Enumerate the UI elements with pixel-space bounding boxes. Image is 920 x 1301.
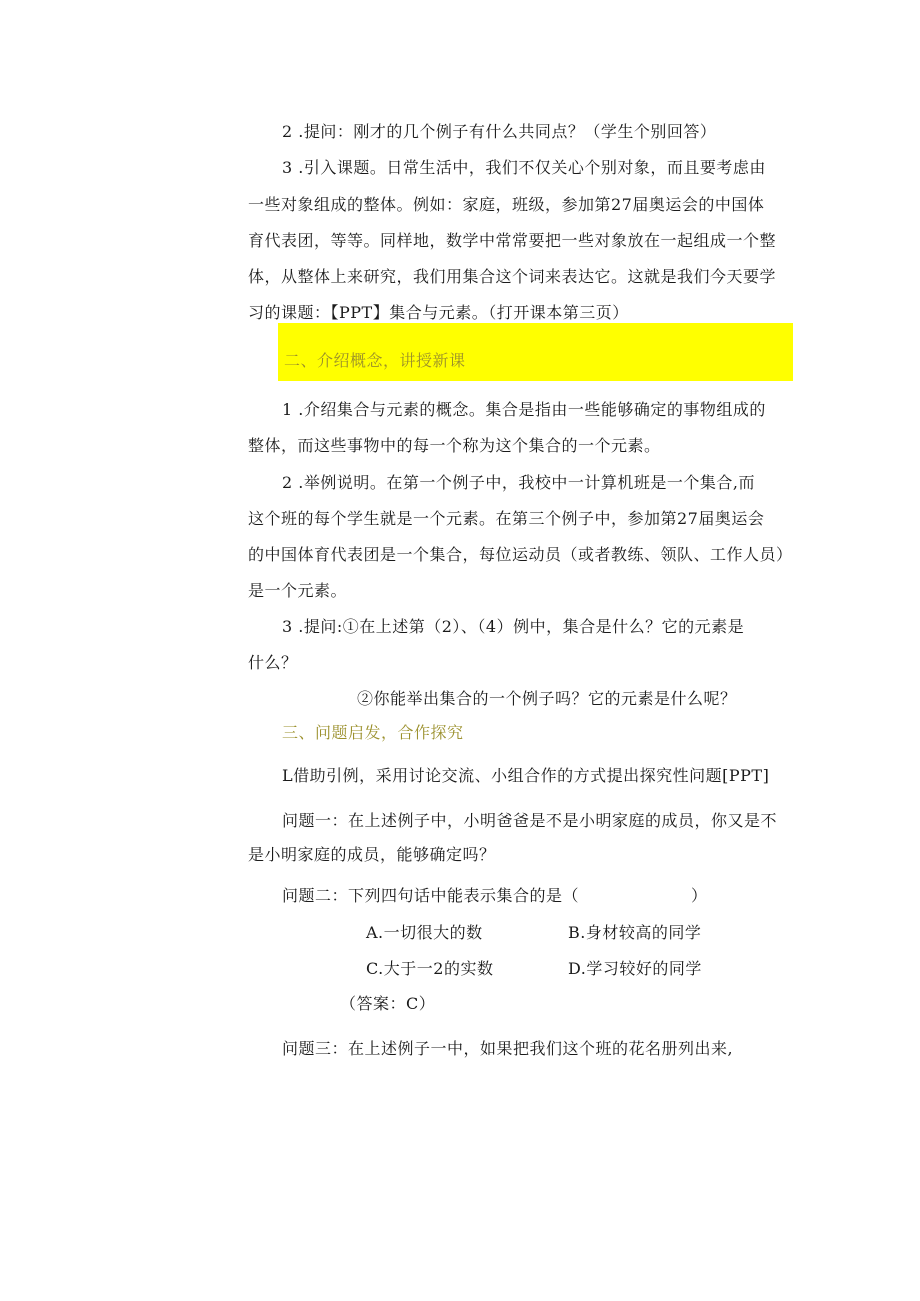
paragraph-line: 问题一：在上述例子中，小明爸爸是不是小明家庭的成员，你又是不 bbox=[282, 811, 778, 830]
answer: （答案：C） bbox=[340, 994, 436, 1013]
paragraph-line: 是小明家庭的成员，能够确定吗？ bbox=[248, 845, 496, 864]
option-d: D.学习较好的同学 bbox=[568, 959, 702, 978]
paragraph-line: 3 .提问:①在上述第（2）、（4）例中，集合是什么？它的元素是 bbox=[282, 617, 745, 636]
question-2: 2 .提问：刚才的几个例子有什么共同点？（学生个别回答） bbox=[282, 122, 717, 141]
paragraph-line: 习的课题：【PPT】集合与元素。（打开课本第三页） bbox=[248, 303, 629, 322]
paragraph-line: 整体，而这些事物中的每一个称为这个集合的一个元素。 bbox=[248, 436, 661, 455]
paragraph-line: 的中国体育代表团是一个集合，每位运动员（或者教练、领队、工作人员） bbox=[248, 545, 793, 564]
section-heading-2: 二、介绍概念，讲授新课 bbox=[284, 351, 466, 370]
option-a: A.一切很大的数 bbox=[366, 923, 483, 942]
paragraph-line: 是一个元素。 bbox=[248, 581, 348, 600]
paragraph-line: 育代表团，等等。同样地，数学中常常要把一些对象放在一起组成一个整 bbox=[248, 231, 777, 250]
paragraph-line: 体，从整体上来研究，我们用集合这个词来表达它。这就是我们今天要学 bbox=[248, 267, 777, 286]
paragraph-line: 什么？ bbox=[248, 653, 298, 672]
paragraph-line: 这个班的每个学生就是一个元素。在第三个例子中，参加第27届奥运会 bbox=[248, 509, 765, 528]
question-two: 问题二：下列四句话中能表示集合的是（ bbox=[282, 886, 580, 905]
section-heading-highlight bbox=[278, 323, 793, 381]
question-three: 问题三：在上述例子一中，如果把我们这个班的花名册列出来, bbox=[282, 1039, 734, 1058]
paragraph-line: 3 .引入课题。日常生活中，我们不仅关心个别对象，而且要考虑由 bbox=[282, 158, 766, 177]
question-two-blank-close: ） bbox=[691, 886, 708, 905]
sub-question: ②你能举出集合的一个例子吗？它的元素是什么呢？ bbox=[357, 689, 737, 708]
paragraph-line: 1 .介绍集合与元素的概念。集合是指由一些能够确定的事物组成的 bbox=[282, 400, 766, 419]
option-c: C.大于一2的实数 bbox=[366, 959, 494, 978]
paragraph-line: 2 .举例说明。在第一个例子中，我校中一计算机班是一个集合,而 bbox=[282, 473, 755, 492]
paragraph-line: 一些对象组成的整体。例如：家庭，班级，参加第27届奥运会的中国体 bbox=[248, 195, 765, 214]
inquiry-intro: L借助引例，采用讨论交流、小组合作的方式提出探究性问题[PPT] bbox=[282, 766, 770, 785]
section-heading-3: 三、问题启发，合作探究 bbox=[282, 723, 464, 742]
option-b: B.身材较高的同学 bbox=[568, 923, 702, 942]
